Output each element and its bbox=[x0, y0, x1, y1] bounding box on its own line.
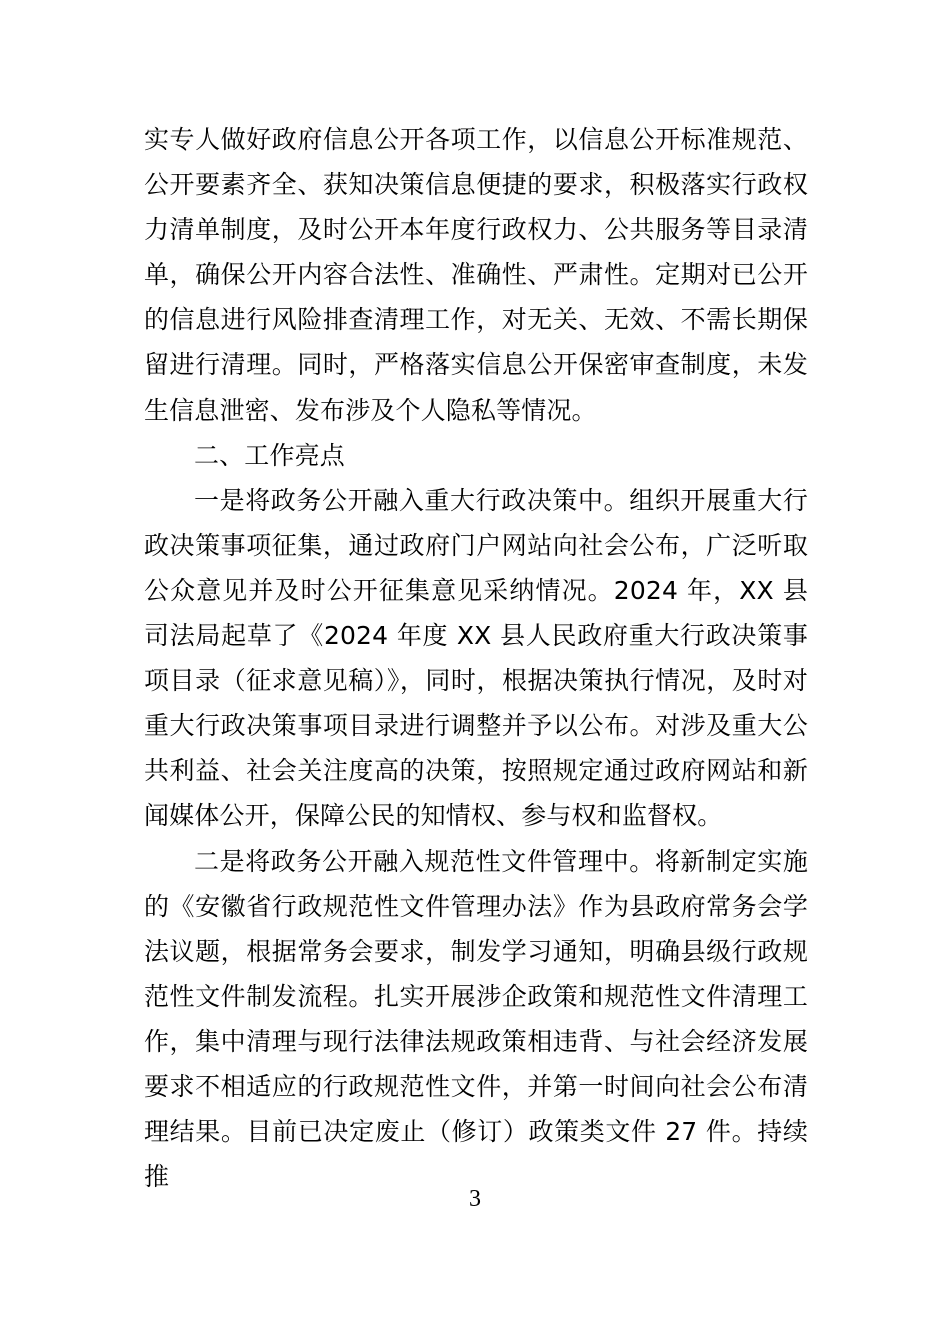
paragraph-highlight-one: 一是将政务公开融入重大行政决策中。组织开展重大行政决策事项征集，通过政府门户网站向社会公布，广泛听取公众意见并及时公开征集意见采纳情况。2024 年，XX 县司法局起草了《2024 年度 XX 县人民政府重大行政决策事项目录（征求意见稿）》，同时，根据决策执行情况，及时对重大行政决策事项目录进行调整并予以公布。对涉及重大公共利益、社会关注度高的决策，按照规定通过政府网站和新闻媒体公开，保障公民的知情权、参与权和监督权。 bbox=[144, 485, 808, 831]
section-heading: 二、工作亮点 bbox=[194, 440, 345, 470]
document-body bbox=[144, 117, 808, 1199]
page-number: 3 bbox=[469, 1186, 481, 1212]
paragraph-continuation: 实专人做好政府信息公开各项工作，以信息公开标准规范、公开要素齐全、获知决策信息便捷的要求，积极落实行政权力清单制度，及时公开本年度行政权力、公共服务等目录清单，确保公开内容合法性、准确性、严肃性。定期对已公开的信息进行风险排查清理工作，对无关、无效、不需长期保留进行清理。同时，严格落实信息公开保密审查制度，未发生信息泄密、发布涉及个人隐私等情况。 bbox=[144, 125, 808, 425]
paragraph-highlight-two: 二是将政务公开融入规范性文件管理中。将新制定实施的《安徽省行政规范性文件管理办法》作为县政府常务会学法议题，根据常务会要求，制发学习通知，明确县级行政规范性文件制发流程。扎实开展涉企政策和规范性文件清理工作，集中清理与现行法律法规政策相违背、与社会经济发展要求不相适应的行政规范性文件，并第一时间向社会公布清理结果。目前已决定废止（修订）政策类文件 27 件。持续推 bbox=[144, 846, 808, 1192]
